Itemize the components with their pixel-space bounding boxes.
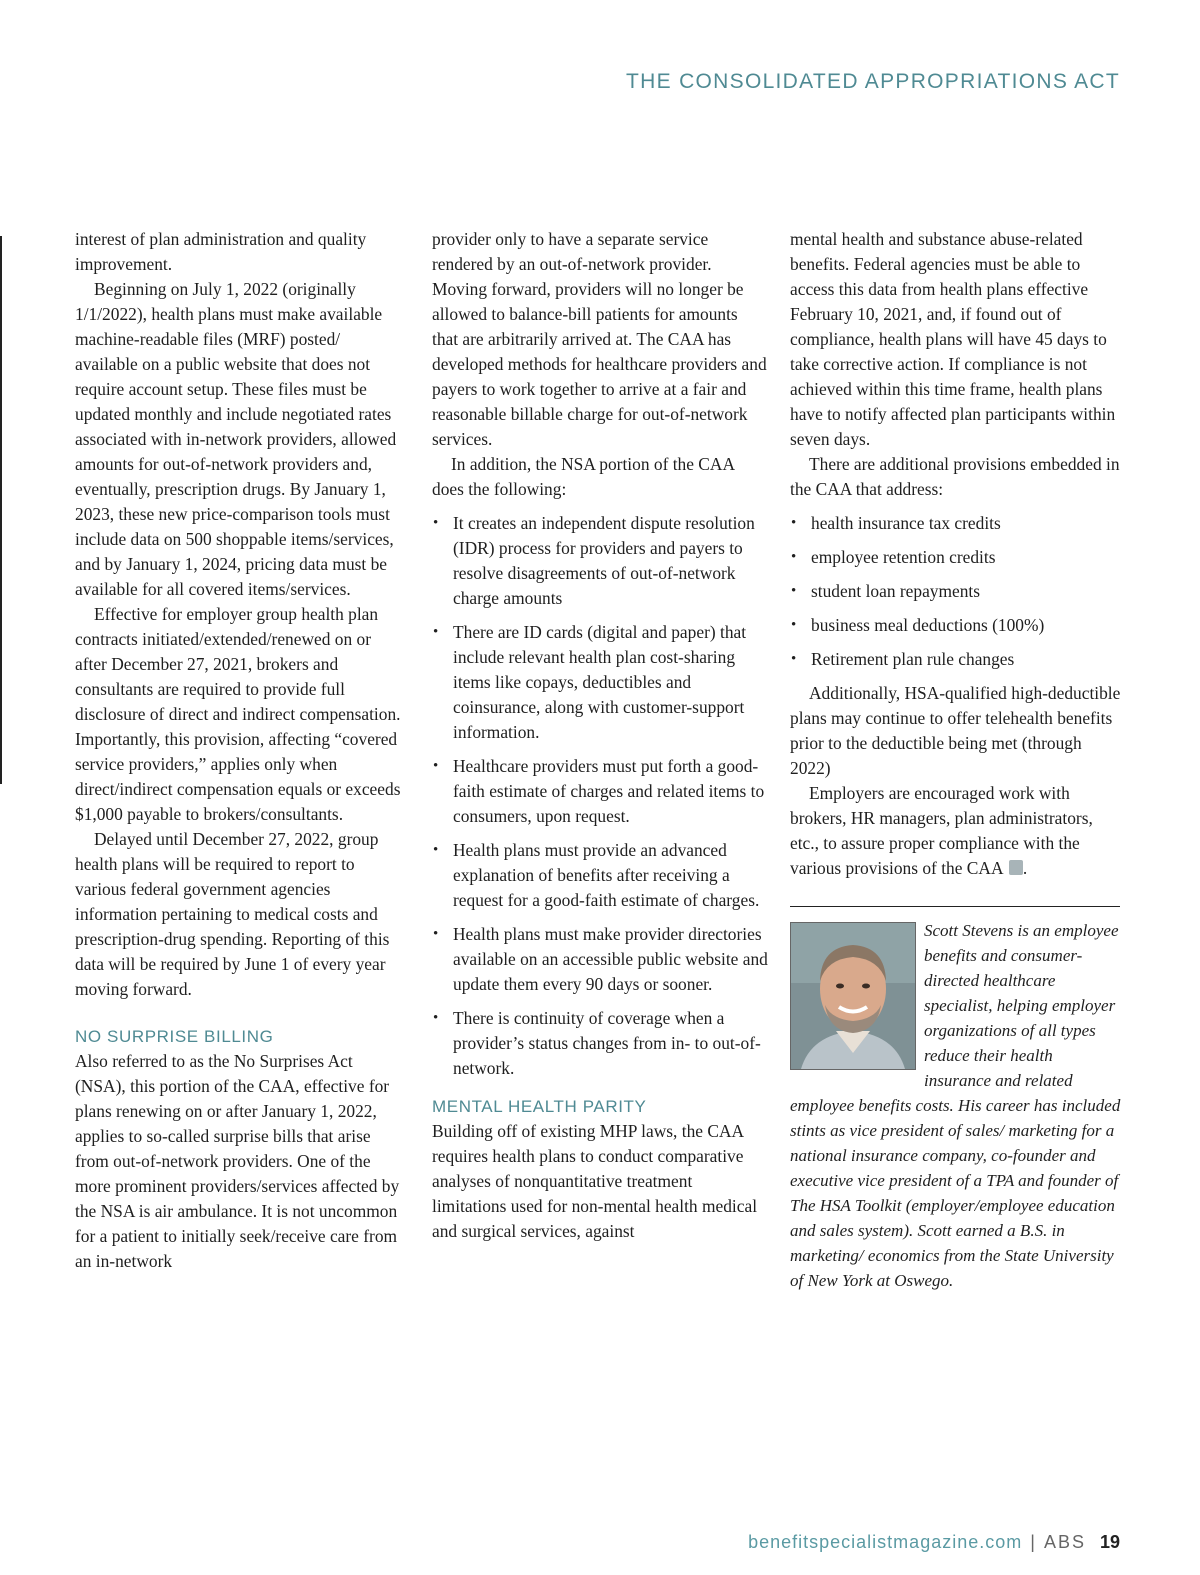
paragraph: Beginning on July 1, 2022 (originally 1/1/2022), health plans must make available machine-readable files (MRF) posted/ available on a public website that does not require account setup. These files must be updated monthly and include negotiated rates associated with in-network providers, allowed amounts for out-of-network providers and, eventually, prescription drugs. By January 1, 2023, these new price-comparison tools must include data on 500 shoppable items/services, and by January 1, 2024, pricing data must be available for all covered items/services. [75,279,397,599]
footer-separator: | [1030,1532,1036,1552]
nsa-bullet-list [432,511,768,1081]
provisions-bullet-list [790,511,1122,672]
column-1 [75,227,407,1274]
section-heading-no-surprise-billing: NO SURPRISE BILLING [75,1027,274,1046]
footer-magazine: ABS [1043,1532,1086,1552]
list-item: • Health plans must make provider directories available on an accessible public website and update them every 90 days or sooner. [432,922,768,997]
author-photo [790,922,916,1070]
list-item: • business meal deductions (100%) [790,613,1122,638]
list-item: • Healthcare providers must put forth a good-faith estimate of charges and related items to consumers, upon request. [432,754,768,829]
paragraph: Delayed until December 27, 2022, group health plans will be required to report to various federal government agencies information pertaining to medical costs and prescription-drug spending. Reporting of this data will be required by June 1 of every year moving forward. [75,829,390,999]
paragraph: There are additional provisions embedded in the CAA that address: [790,454,1120,499]
list-item: • There are ID cards (digital and paper) that include relevant health plan cost-sharing items like copays, deductibles and coinsurance, along with customer-support information. [432,620,768,745]
paragraph-end: . [1022,858,1028,878]
list-item: • It creates an independent dispute resolution (IDR) process for providers and payers to resolve disagreements of out-of-network charge amounts [432,511,768,611]
running-header: THE CONSOLIDATED APPROPRIATIONS ACT [626,70,1120,93]
paragraph: provider only to have a separate service rendered by an out-of-network provider. Moving forward, providers will no longer be allowed to balance-bill patients for amounts that are arbitrarily arrived at. The CAA has developed methods for healthcare providers and payers to work together to arrive at a fair and reasonable billable charge for out-of-network services. [432,229,767,449]
paragraph: Additionally, HSA-qualified high-deductible plans may continue to offer telehealth benefits prior to the deductible being met (through 2022) [790,683,1121,778]
paragraph: mental health and substance abuse-related benefits. Federal agencies must be able to access this data from health plans effective February 10, 2021, and, if found out of compliance, health plans will have 45 days to take corrective action. If compliance is not achieved within this time frame, health plans have to notify affected plan participants within seven days. [790,229,1116,449]
bio-paragraph: Scott Stevens is an employee benefits and consumer-directed healthcare specialist, helping employer organizations of all types reduce their health insurance and related employee benefits costs. His career has included stints as vice president of sales/ marketing for a national insurance company, co-founder and executive vice president of a TPA and founder of The HSA Toolkit (employer/employee education and sales system). Scott earned a B.S. in marketing/ economics from the State University of New York at Oswego. [790,921,1121,1290]
list-item: • health insurance tax credits [790,511,1122,536]
author-bio [790,918,1122,1293]
bio-divider [790,906,1120,907]
list-item: • Health plans must provide an advanced explanation of benefits after receiving a request for a good-faith estimate of charges. [432,838,768,913]
margin-rule [0,236,2,784]
paragraph: Effective for employer group health plan contracts initiated/extended/renewed on or after December 27, 2021, brokers and consultants are required to provide full disclosure of direct and indirect compensation. Importantly, this provision, affecting “covered service providers,” applies only when direct/indirect compensation equals or exceeds $1,000 payable to brokers/consultants. [75,604,401,824]
paragraph: In addition, the NSA portion of the CAA does the following: [432,454,735,499]
paragraph [790,781,1122,881]
list-item: • student loan repayments [790,579,1122,604]
paragraph: Also referred to as the No Surprises Act (NSA), this portion of the CAA, effective for plans renewing on or after January 1, 2022, applies to so-called surprise bills that arise from out-of-network providers. One of the more prominent providers/services affected by the NSA is air ambulance. It is not uncommon for a patient to initially seek/receive care from an in-network [75,1051,400,1271]
column-2 [432,227,768,1244]
page-footer [748,1532,1120,1553]
footer-site: benefitspecialistmagazine.com [748,1532,1023,1552]
section-heading-mental-health-parity: MENTAL HEALTH PARITY [432,1097,647,1116]
paragraph: interest of plan administration and quality improvement. [75,229,367,274]
list-item: • employee retention credits [790,545,1122,570]
paragraph: Building off of existing MHP laws, the CAA requires health plans to conduct comparative analyses of nonquantitative treatment limitations used for non-mental health medical and surgical services, against [432,1121,758,1241]
paragraph-text: Employers are encouraged work with brokers, HR managers, plan administrators, etc., to assure proper compliance with the various provisions of the CAA [790,783,1093,878]
page-number: 19 [1099,1532,1120,1552]
list-item: • Retirement plan rule changes [790,647,1122,672]
list-item: • There is continuity of coverage when a provider’s status changes from in- to out-of-network. [432,1006,768,1081]
end-mark-icon [1009,860,1023,875]
column-3 [790,227,1122,881]
